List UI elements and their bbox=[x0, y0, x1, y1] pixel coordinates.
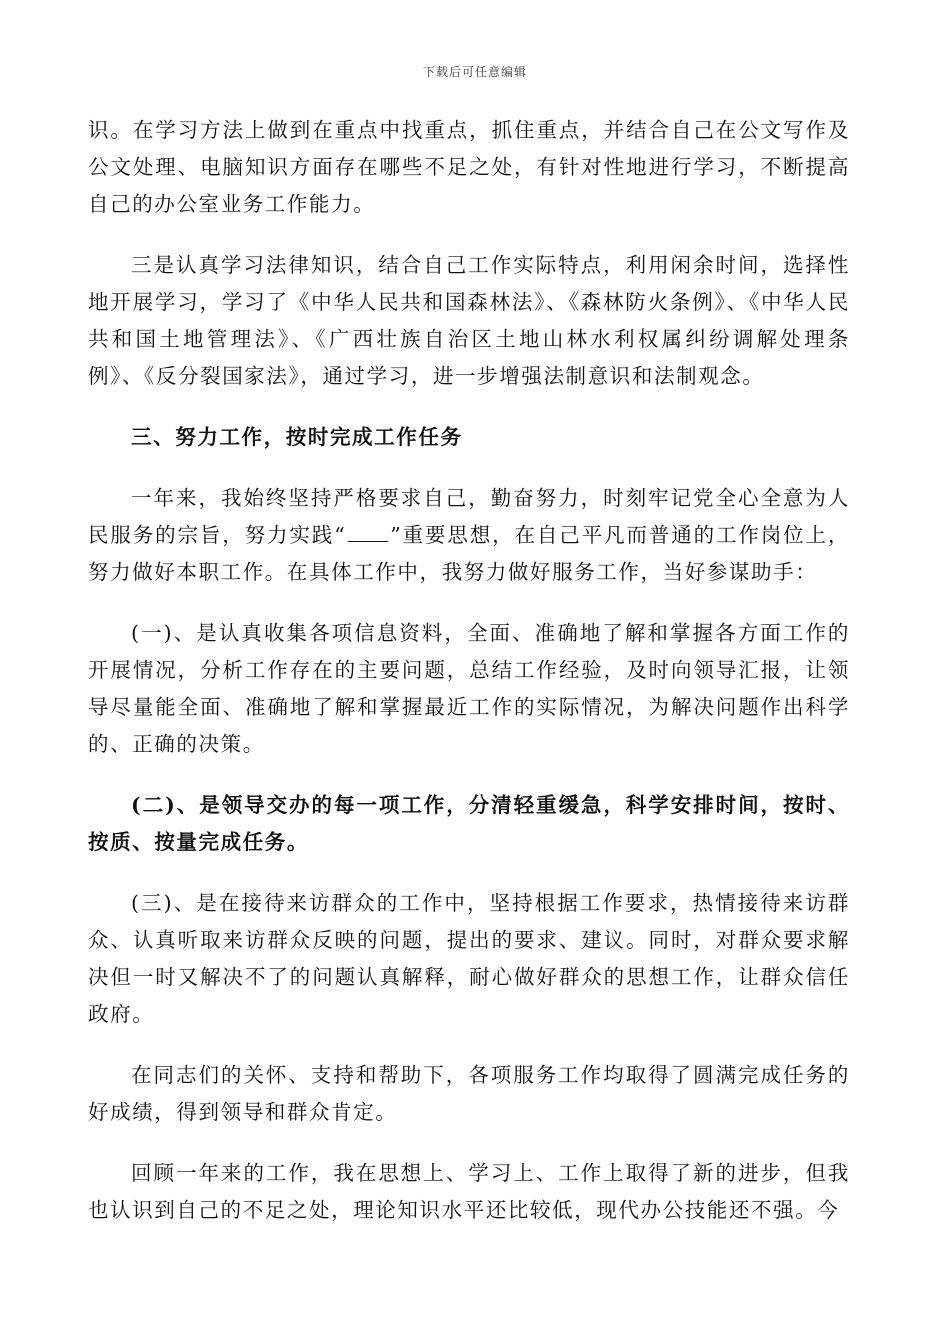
paragraph-legal-study: 三是认真学习法律知识，结合自己工作实际特点，利用闲余时间，选择性地开展学习，学习了《中华人民共和国森林法》、《森林防火条例》、《中华人民共和国土地管理法》、《广西壮族自治区土地山林水利权属纠纷调解处理条例》、《反分裂国家法》，通过学习，进一步增强法制意识和法制观念。 bbox=[88, 253, 850, 388]
paragraph-item-one: (一)、是认真收集各项信息资料，全面、准确地了解和掌握各方面工作的开展情况，分析工作存在的主要问题，总结工作经验，及时向领导汇报，让领导尽量能全面、准确地了解和掌握最近工作的实际情况，为解决问题作出科学的、正确的决策。 bbox=[88, 621, 850, 756]
paragraph-year-summary bbox=[88, 480, 850, 591]
paragraph-continued-study: 识。在学习方法上做到在重点中找重点，抓住重点，并结合自己在公文写作及公文处理、电脑知识方面存在哪些不足之处，有针对性地进行学习，不断提高自己的办公室业务工作能力。 bbox=[88, 118, 850, 216]
blank-line bbox=[348, 525, 388, 542]
paragraph-achievement: 在同志们的关怀、支持和帮助下，各项服务工作均取得了圆满完成任务的好成绩，得到领导和群众肯定。 bbox=[88, 1063, 850, 1124]
document-body bbox=[88, 112, 850, 1229]
paragraph-year-summary-part2: ”重要思想，在自己平凡而普通的工作岗位上，努力做好本职工作。在具体工作中，我努力做好服务工作，当好参谋助手： bbox=[88, 523, 850, 584]
section-heading: 三、努力工作，按时完成工作任务 bbox=[131, 425, 463, 449]
paragraph-item-three: (三)、是在接待来访群众的工作中，坚持根据工作要求，热情接待来访群众、认真听取来访群众反映的问题，提出的要求、建议。同时，对群众要求解决但一时又解决不了的问题认真解释，耐心做好群众的思想工作，让群众信任政府。 bbox=[88, 891, 850, 1026]
page-header: 下载后可任意编辑 bbox=[422, 65, 527, 79]
paragraph-review: 回顾一年来的工作，我在思想上、学习上、工作上取得了新的进步，但我也认识到自己的不足之处，理论知识水平还比较低，现代办公技能还不强。今 bbox=[88, 1161, 850, 1222]
paragraph-item-two: (二)、是领导交办的每一项工作，分清轻重缓急，科学安排时间，按时、按质、按量完成任务。 bbox=[88, 793, 850, 854]
paragraph-year-summary-part1: 一年来，我始终坚持严格要求自己，勤奋努力，时刻牢记党全心全意为人民服务的宗旨，努力实践“ bbox=[88, 486, 850, 547]
